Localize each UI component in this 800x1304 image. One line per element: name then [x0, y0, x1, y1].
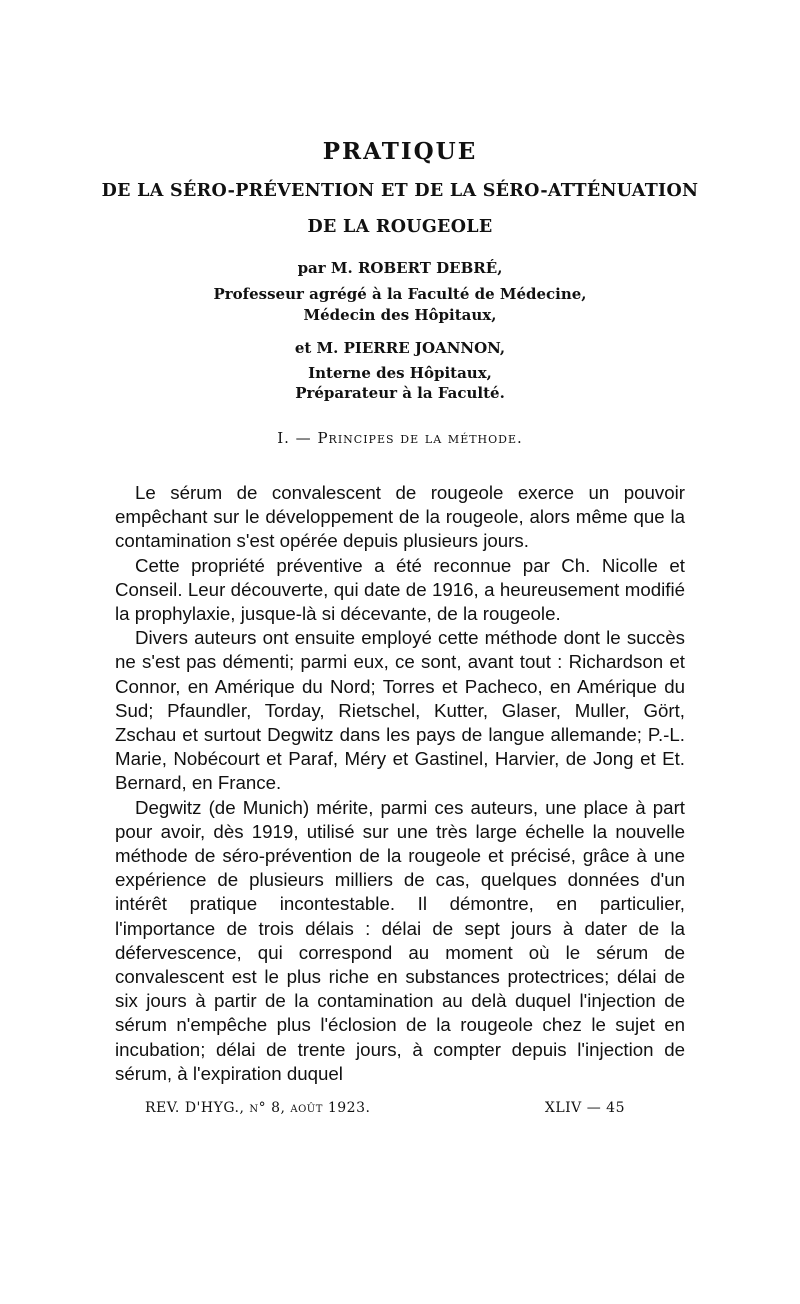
article-subtitle-line2: DE LA ROUGEOLE [307, 217, 493, 237]
author-1-affiliation-2: Médecin des Hôpitaux, [303, 306, 497, 324]
paragraph: Degwitz (de Munich) mérite, parmi ces auteurs, une place à part pour avoir, dès 1919, utilisé sur une très large échelle la nouvelle méthode de séro-prévention de la rougeole et précisé, grâce à une expérience de plusieurs milliers de cas, quelques données d'un intérêt pratique incontestable. Il démontre, en particulier, l'importance de trois délais : délai de sept jours à dater de la défervescence, qui correspond au moment où le sérum de convalescent est le plus riche en substances protectrices; délai de six jours à partir de la contamination au delà duquel l'injection de sérum n'empêche plus l'éclosion de la rougeole chez le sujet en incubation; délai de trente jours, à compter depuis l'injection de sérum, à l'expiration duquel [115, 796, 685, 1084]
paragraph: Le sérum de convalescent de rougeole exerce un pouvoir empêchant sur le développement de la rougeole, alors même que la contamination s'est opérée depuis plusieurs jours. [115, 482, 685, 552]
article-body [115, 481, 685, 1086]
article-title: PRATIQUE [322, 138, 478, 165]
author-2: et M. PIERRE JOANNON, [294, 339, 506, 357]
author-2-affiliation-2: Préparateur à la Faculté. [295, 384, 505, 402]
journal-citation: REV. D'HYG., n° 8, août 1923. [145, 1100, 371, 1116]
paragraph: Cette propriété préventive a été reconnue par Ch. Nicolle et Conseil. Leur découverte, qui date de 1916, a heureusement modifié la prophylaxie, jusque-là si décevante, de la rougeole. [115, 554, 685, 625]
author-1: par M. ROBERT DEBRÉ, [297, 259, 503, 277]
page-number: XLIV — 45 [544, 1100, 625, 1116]
author-1-affiliation-1: Professeur agrégé à la Faculté de Médecine, [213, 285, 587, 303]
section-heading [0, 429, 800, 447]
paragraph: Divers auteurs ont ensuite employé cette méthode dont le succès ne s'est pas démenti; parmi eux, ce sont, avant tout : Richardson et Connor, en Amérique du Nord; Torres et Pacheco, en Amérique du Sud; Pfaundler, Torday, Rietschel, Kutter, Glaser, Muller, Gört, Zschau et surtout Degwitz dans les pays de langue allemande; P.-L. Marie, Nobécourt et Paraf, Méry et Gastinel, Harvier, de Jong et Et. Bernard, en France. [115, 627, 685, 794]
author-2-affiliation-1: Interne des Hôpitaux, [308, 364, 492, 382]
section-title: Principes de la méthode. [317, 429, 523, 447]
section-number: I. — [277, 429, 312, 447]
article-subtitle-line1: DE LA SÉRO-PRÉVENTION ET DE LA SÉRO-ATTÉNUATION [101, 181, 699, 201]
